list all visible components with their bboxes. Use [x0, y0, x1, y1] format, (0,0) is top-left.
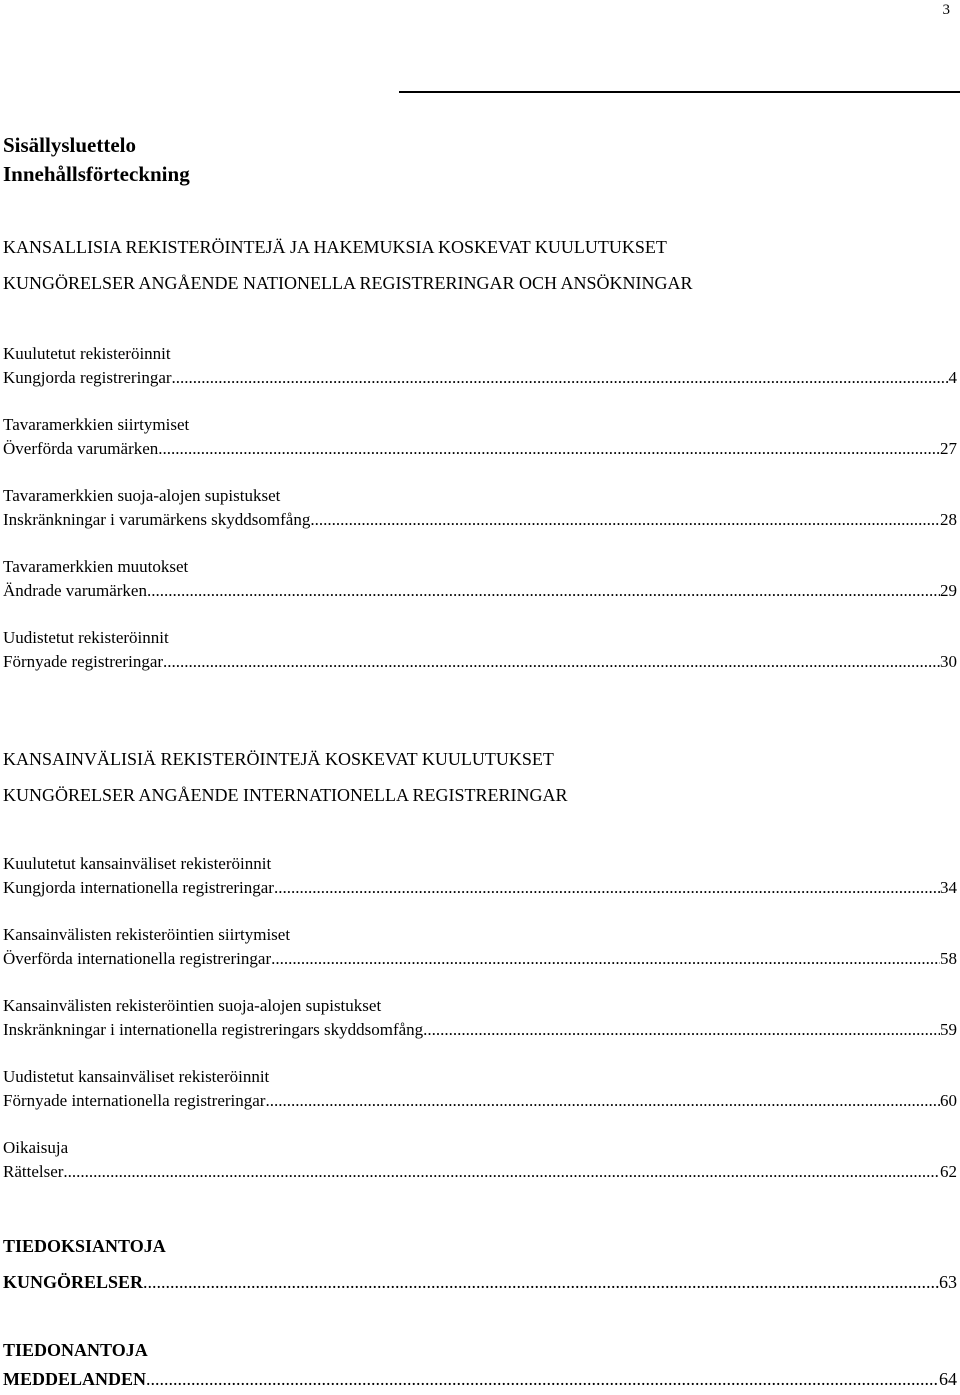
toc-entry-sv: Ändrade varumärken: [3, 581, 147, 600]
international-heading-fi: KANSAINVÄLISIÄ REKISTERÖINTEJÄ KOSKEVAT KUULUTUKSET: [3, 749, 554, 769]
toc-entry-page: 28: [940, 510, 957, 529]
notices-heading-fi: TIEDONANTOJA: [3, 1340, 148, 1360]
national-section-heading: [3, 229, 957, 301]
toc-title: [3, 131, 957, 189]
dot-leader: [143, 1264, 939, 1300]
international-heading-sv: KUNGÖRELSER ANGÅENDE INTERNATIONELLA REGISTRERINGAR: [3, 785, 568, 805]
toc-entry-sv: Inskränkningar i internationella registreringars skyddsomfång: [3, 1020, 424, 1039]
toc-entry[interactable]: [3, 994, 957, 1042]
toc-entry-page: 27: [940, 439, 957, 458]
toc-entry-sv-line: [3, 1367, 957, 1391]
dot-leader: [158, 437, 940, 461]
toc-entry-sv-line: [3, 579, 957, 603]
toc-title-sv: Innehållsförteckning: [3, 162, 190, 186]
toc-entry-page: 58: [940, 949, 957, 968]
toc-title-fi: Sisällysluettelo: [3, 133, 137, 157]
toc-entry-page: 62: [940, 1162, 957, 1181]
toc-entry-page: 60: [940, 1091, 957, 1110]
toc-entry-sv-line: [3, 366, 957, 390]
toc-entry-fi: Kuulutetut kansainväliset rekisteröinnit: [3, 854, 272, 873]
toc-entry-sv: Överförda varumärken: [3, 439, 159, 458]
toc-entry-sv: Inskränkningar i varumärkens skyddsomfång: [3, 510, 311, 529]
toc-entry-sv: Överförda internationella registreringar: [3, 949, 272, 968]
page-number: 3: [942, 2, 950, 18]
toc-entry-fi: Uudistetut kansainväliset rekisteröinnit: [3, 1067, 270, 1086]
toc-entry-page: 59: [940, 1020, 957, 1039]
toc-entry[interactable]: [3, 1136, 957, 1184]
dot-leader: [147, 579, 940, 603]
toc-entry-sv: Kungjorda registreringar: [3, 368, 172, 387]
announcements-heading-fi: TIEDOKSIANTOJA: [3, 1236, 166, 1256]
toc-entry-sv: Förnyade internationella registreringar: [3, 1091, 266, 1110]
toc-entry-sv-line: [3, 508, 957, 532]
toc-entry-sv: Rättelser: [3, 1162, 64, 1181]
toc-entry[interactable]: [3, 413, 957, 461]
toc-entry[interactable]: [3, 852, 957, 900]
international-section-heading: [3, 741, 957, 813]
toc-entry-sv: Kungjorda internationella registreringar: [3, 878, 274, 897]
toc-entry-fi: Uudistetut rekisteröinnit: [3, 628, 169, 647]
header-rule: [399, 91, 960, 93]
toc-entry-page: 64: [939, 1369, 957, 1389]
toc-entry-sv-line: [3, 437, 957, 461]
toc-entry-page: 63: [939, 1272, 957, 1292]
toc-entry-fi: Tavaramerkkien siirtymiset: [3, 415, 190, 434]
dot-leader: [63, 1160, 940, 1184]
toc-entry-sv-line: [3, 1089, 957, 1113]
toc-entry-page: 29: [940, 581, 957, 600]
toc-entry-fi: Kuulutetut rekisteröinnit: [3, 344, 171, 363]
toc-entry-sv-line: [3, 1018, 957, 1042]
toc-entry-fi: Tavaramerkkien suoja-alojen supistukset: [3, 486, 281, 505]
notices-heading-sv: MEDDELANDEN: [3, 1369, 147, 1389]
toc-entry-sv: Förnyade registreringar: [3, 652, 164, 671]
toc-entry-sv-line: [3, 1160, 957, 1184]
dot-leader: [265, 1089, 940, 1113]
dot-leader: [163, 650, 940, 674]
announcements-heading-sv: KUNGÖRELSER: [3, 1272, 144, 1292]
toc-entry[interactable]: [3, 923, 957, 971]
toc-entry-fi: Kansainvälisten rekisteröintien siirtymiset: [3, 925, 291, 944]
toc-entry-sv-line: [3, 876, 957, 900]
toc-entry-fi: Kansainvälisten rekisteröintien suoja-alojen supistukset: [3, 996, 382, 1015]
toc-entry[interactable]: [3, 484, 957, 532]
toc-entry-page: 4: [948, 368, 957, 387]
national-heading-sv: KUNGÖRELSER ANGÅENDE NATIONELLA REGISTRERINGAR OCH ANSÖKNINGAR: [3, 273, 693, 293]
toc-entry-fi: Tavaramerkkien muutokset: [3, 557, 189, 576]
toc-entry-page: 34: [940, 878, 957, 897]
dot-leader: [172, 366, 949, 390]
dot-leader: [271, 947, 940, 971]
toc-entry-sv-line: [3, 650, 957, 674]
toc-entry-announcements[interactable]: [3, 1228, 957, 1300]
toc-entry-sv-line: [3, 1264, 957, 1300]
toc-entry[interactable]: [3, 626, 957, 674]
toc-entry-fi: Oikaisuja: [3, 1138, 69, 1157]
national-heading-fi: KANSALLISIA REKISTERÖINTEJÄ JA HAKEMUKSIA KOSKEVAT KUULUTUKSET: [3, 237, 667, 257]
toc-entry-notices[interactable]: [3, 1333, 957, 1391]
dot-leader: [146, 1367, 939, 1391]
toc-entry-page: 30: [940, 652, 957, 671]
toc-entry[interactable]: [3, 555, 957, 603]
dot-leader: [310, 508, 940, 532]
dot-leader: [423, 1018, 940, 1042]
toc-entry[interactable]: [3, 1065, 957, 1113]
dot-leader: [274, 876, 940, 900]
toc-entry[interactable]: [3, 342, 957, 390]
toc-entry-sv-line: [3, 947, 957, 971]
